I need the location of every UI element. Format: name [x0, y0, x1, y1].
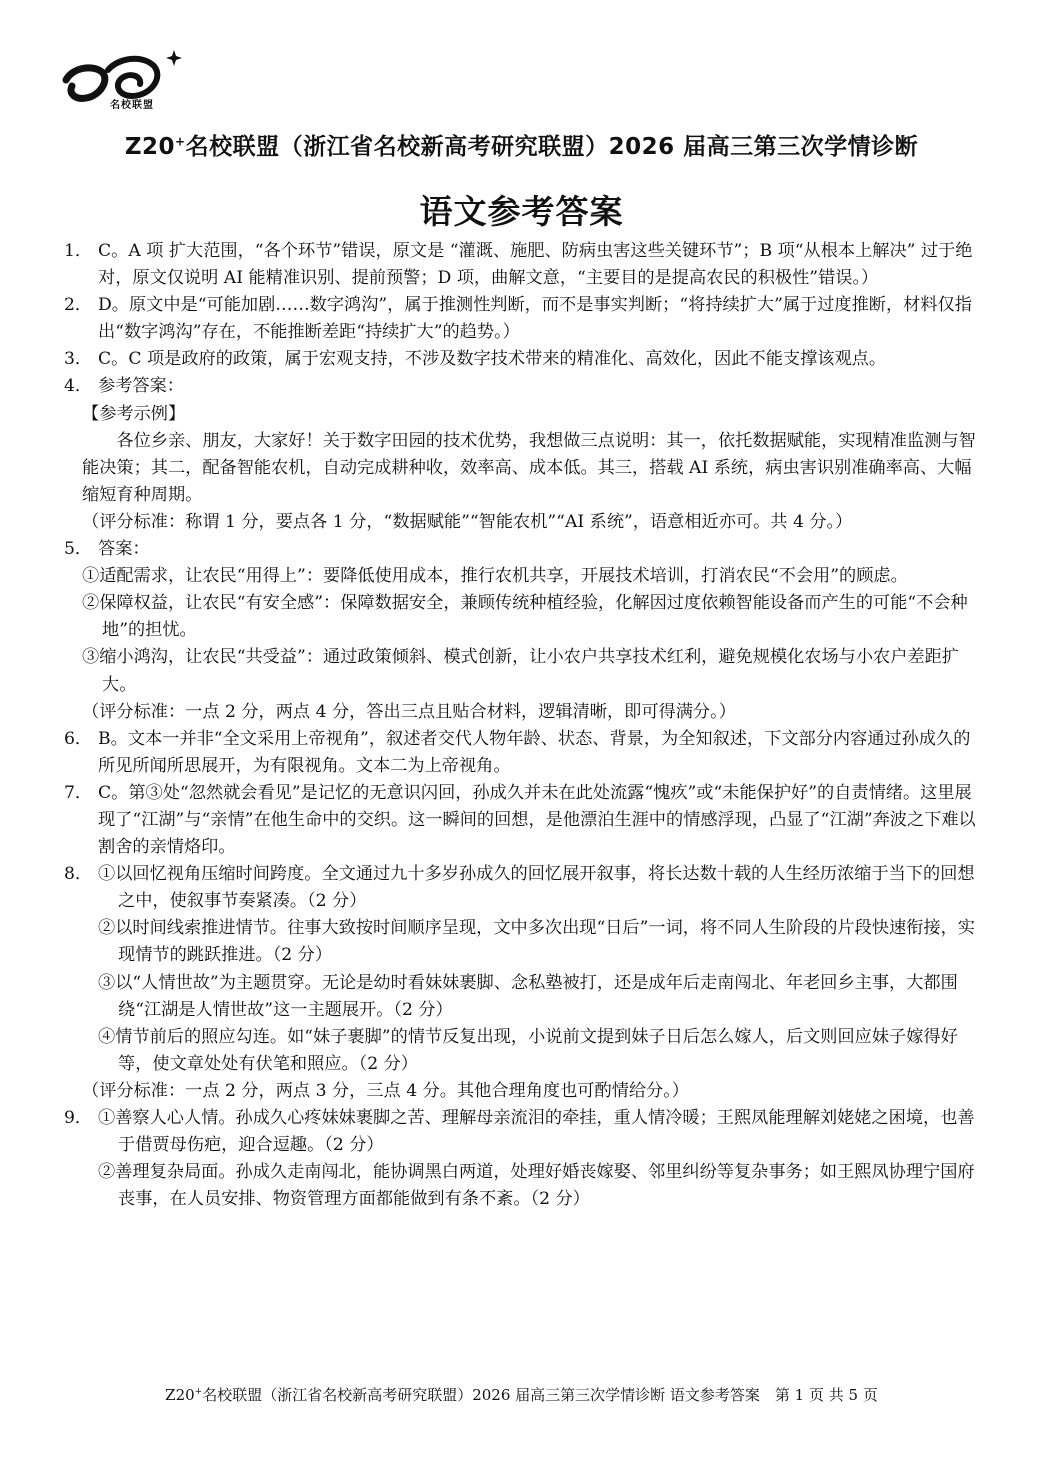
answer-item-6: 6． B。文本一并非“全文采用上帝视角”，叙述者交代人物年龄、状态、背景，为全知叙述，下文部分内容通过孙成久的所见所闻所思展开，为有限视角。文本二为上帝视角。	[64, 728, 971, 776]
answer-item-1: 1． C。A 项 扩大范围，“各个环节”错误，原文是 “灌溉、施肥、防病虫害这些关键环节”；B 项“从根本上解决” 过于绝对，原文仅说明 AI 能精准识别、提前预警；D 项，曲解文意，“主要目的是提高农民的积极性”错误。）	[64, 241, 973, 289]
sub-point: ②以时间线索推进情节。往事大致按时间顺序呈现，文中多次出现“日后”一词，将不同人生阶段的片段快速衔接，实现情节的跳跃推进。（2 分）	[98, 918, 975, 966]
answer-item-2: 2． D。原文中是“可能加剧……数字鸿沟”，属于推测性判断，而不是事实判断；“将持续扩大”属于过度推断，材料仅指出“数字鸿沟”存在，不能推断差距“持续扩大”的趋势。）	[64, 295, 972, 343]
sub-point: ②善理复杂局面。孙成久走南闯北，能协调黑白两道，处理好婚丧嫁娶、邻里纠纷等复杂事务；如王熙凤协理宁国府丧事，在人员安排、物资管理方面都能做到有条不紊。（2 分）	[98, 1162, 975, 1210]
sub-point: ③以“人情世故”为主题贯穿。无论是幼时看妹妹裹脚、念私塾被打，还是成年后走南闯北、年老回乡主事，大都围绕“江湖是人情世故”这一主题展开。（2 分）	[98, 972, 958, 1020]
answer-item-5: 5． 答案：	[64, 539, 150, 560]
scoring-note: （评分标准：称谓 1 分，要点各 1 分，“数据赋能”“智能农机”“AI 系统”，语意相近亦可。共 4 分。）	[82, 511, 853, 532]
example-label: 【参考示例】	[82, 403, 186, 424]
answer-item-9: 9． ①善察人心人情。孙成久心疼妹妹裹脚之苦、理解母亲流泪的牵挂，重人情冷暖；王熙凤能理解刘姥姥之困境，也善于借贾母伤疤，迎合逗趣。（2 分） ②善理复杂局面。孙成久走南闯北，能协调黑白两道，处理好婚丧嫁娶、邻里纠纷等复杂事务；如王熙凤协理宁国府丧事，在人员安排、物资管理方面都能做到有条不紊。（2 分）	[64, 1105, 978, 1213]
answer-item-3: 3． C。C 项是政府的政策，属于宏观支持，不涉及数字技术带来的精准化、高效化，因此不能支撑该观点。	[64, 349, 887, 370]
sub-point: ②保障权益，让农民“有安全感”：保障数据安全，兼顾传统种植经验，化解因过度依赖智能设备而产生的可能“不会种地”的担忧。	[82, 593, 968, 641]
sub-point: ④情节前后的照应勾连。如“妹子裹脚”的情节反复出现，小说前文提到妹子日后怎么嫁人，后文则回应妹子嫁得好等，使文章处处有伏笔和照应。（2 分）	[98, 1026, 958, 1074]
page-title: 语文参考答案	[419, 192, 624, 231]
sub-point: ①适配需求，让农民“用得上”：要降低使用成本，推行农机共享，开展技术培训，打消农民“不会用”的顾虑。	[82, 566, 908, 587]
scoring-note: （评分标准：一点 2 分，两点 3 分，三点 4 分。其他合理角度也可酌情给分。）	[82, 1080, 689, 1101]
header-title: Z20+名校联盟（浙江省名校新高考研究联盟）2026 届高三第三次学情诊断	[124, 134, 919, 160]
example-paragraph: 各位乡亲、朋友，大家好！关于数字田园的技术优势，我想做三点说明：其一，依托数据赋能，实现精准监测与智能决策；其二，配备智能农机，自动完成耕种收，效率高、成本低。其三，搭载 AI 系统，病虫害识别准确率高、大幅缩短育种周期。	[82, 430, 976, 505]
answer-item-4-body	[64, 401, 978, 536]
sub-point: ③缩小鸿沟，让农民“共受益”：通过政策倾斜、模式创新，让小农户共享技术红利，避免规模化农场与小农户差距扩大。	[82, 647, 959, 695]
scoring-note: （评分标准：一点 2 分，两点 4 分，答出三点且贴合材料，逻辑清晰，即可得满分。）	[82, 701, 736, 722]
answer-item-5-body	[64, 563, 978, 726]
page-footer: Z20+名校联盟（浙江省名校新高考研究联盟）2026 届高三第三次学情诊断 语文参考答案 第 1 页 共 5 页	[165, 1386, 878, 1404]
answer-item-8-scoring	[64, 1078, 978, 1105]
sub-point: ①以回忆视角压缩时间跨度。全文通过九十多岁孙成久的回忆展开叙事，将长达数十载的人生经历浓缩于当下的回想之中，使叙事节奏紧凑。（2 分）	[98, 864, 975, 912]
logo-text: 名校联盟	[110, 100, 154, 111]
sub-point: ①善察人心人情。孙成久心疼妹妹裹脚之苦、理解母亲流泪的牵挂，重人情冷暖；王熙凤能理解刘姥姥之困境，也善于借贾母伤疤，迎合逗趣。（2 分）	[98, 1108, 975, 1156]
answer-item-4: 4． 参考答案：	[64, 376, 184, 397]
answer-content	[64, 238, 978, 1213]
answer-item-8: 8． ①以回忆视角压缩时间跨度。全文通过九十多岁孙成久的回忆展开叙事，将长达数十载的人生经历浓缩于当下的回想之中，使叙事节奏紧凑。（2 分） ②以时间线索推进情节。往事大致按时间顺序呈现，文中多次出现“日后”一词，将不同人生阶段的片段快速衔接，实现情节的跳跃推进。（2 分） ③以“人情世故”为主题贯穿。无论是幼时看妹妹裹脚、念私塾被打，还是成年后走南闯北、年老回乡主事，大都围绕“江湖是人情世故”这一主题展开。（2 分） ④情节前后的照应勾连。如“妹子裹脚”的情节反复出现，小说前文提到妹子日后怎么嫁人，后文则回应妹子嫁得好等，使文章处处有伏笔和照应。（2 分）	[64, 861, 978, 1078]
answer-item-7: 7． C。第③处“忽然就会看见”是记忆的无意识闪回，孙成久并未在此处流露“愧疚”或“未能保护好”的自责情绪。这里展现了“江湖”与“亲情”在他生命中的交织。这一瞬间的回想，是他漂泊生涯中的情感浮现，凸显了“江湖”奔波之下难以割舍的亲情烙印。	[64, 782, 976, 858]
